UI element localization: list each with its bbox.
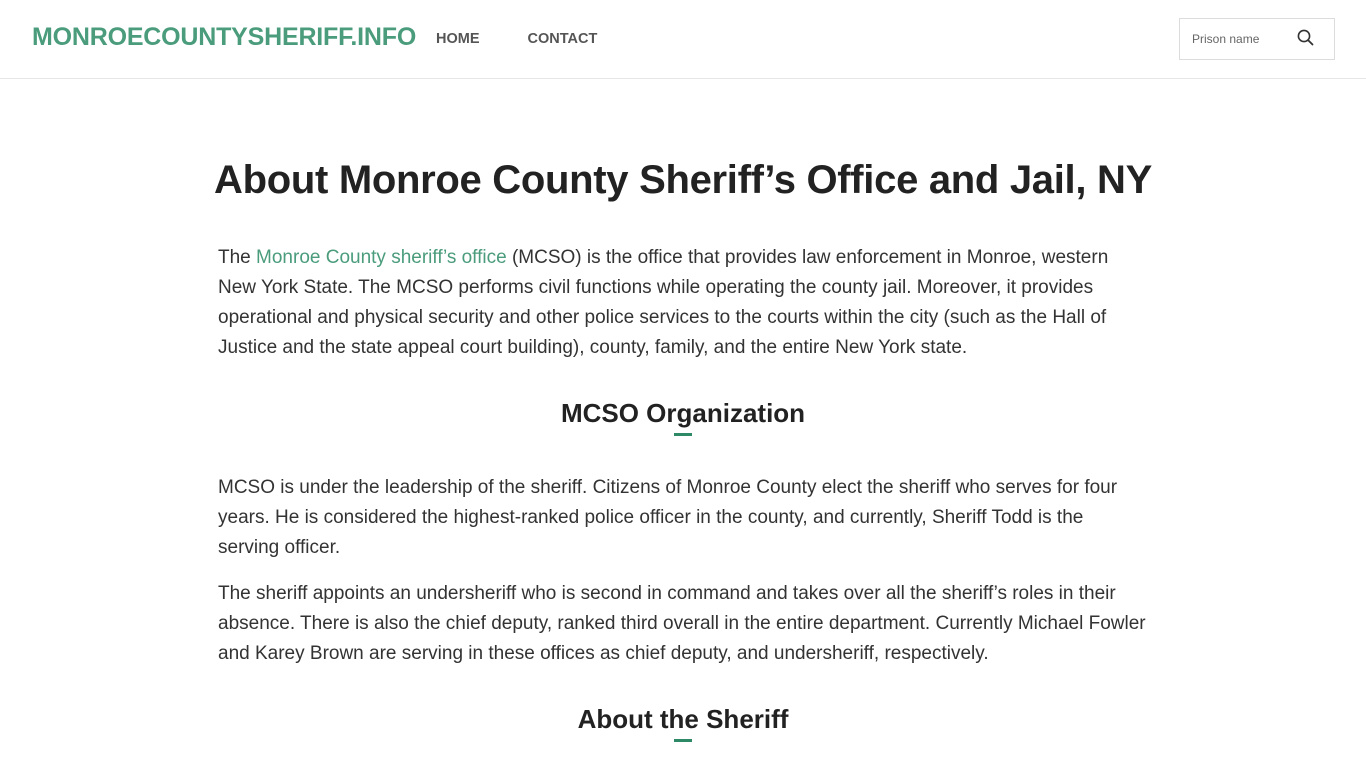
search-input[interactable] bbox=[1181, 20, 1291, 58]
paragraph-leadership: MCSO is under the leadership of the sheriff. Citizens of Monroe County elect the sheriff who serves for four years. He is considered the highest-ranked police officer in the county, and currently, Sheriff Todd is the serving officer. bbox=[218, 477, 1118, 558]
heading-underline bbox=[674, 433, 692, 436]
nav-item-contact[interactable]: CONTACT bbox=[527, 31, 598, 47]
site-header bbox=[0, 0, 1366, 79]
search-button[interactable] bbox=[1296, 28, 1316, 48]
section-title: About the Sheriff bbox=[577, 704, 789, 734]
search-icon bbox=[1296, 28, 1316, 48]
search-box bbox=[1179, 18, 1335, 60]
section-heading-about-sheriff bbox=[0, 704, 1366, 742]
main-nav bbox=[436, 31, 597, 47]
sheriff-office-link[interactable]: Monroe County sheriff’s office bbox=[256, 247, 507, 268]
intro-suffix: (MCSO) is the office that provides law enforcement in Monroe, western New York State. The MCSO performs civil functions while operating the county jail. Moreover, it provides operational and physical security and other police services to the courts within the city (such as the Hall of Justice and the state appeal court building), county, family, and the entire New York state. bbox=[218, 247, 1109, 358]
heading-underline bbox=[674, 739, 692, 742]
intro-prefix: The bbox=[218, 247, 257, 268]
site-logo-link[interactable]: MONROECOUNTYSHERIFF.INFO bbox=[32, 23, 417, 51]
intro-paragraph bbox=[218, 243, 1148, 363]
section-heading-organization bbox=[0, 398, 1366, 436]
page-title: About Monroe County Sheriff’s Office and Jail, NY bbox=[214, 158, 1152, 202]
nav-item-home[interactable]: HOME bbox=[436, 31, 480, 47]
section-title: MCSO Organization bbox=[560, 398, 806, 428]
paragraph-undersheriff: The sheriff appoints an undersheriff who is second in command and takes over all the sheriff’s roles in their absence. There is also the chief deputy, ranked third overall in the entire department. Currently Michael Fowler and Karey Brown are serving in these offices as chief deputy, and undersheriff, respectively. bbox=[218, 583, 1146, 664]
